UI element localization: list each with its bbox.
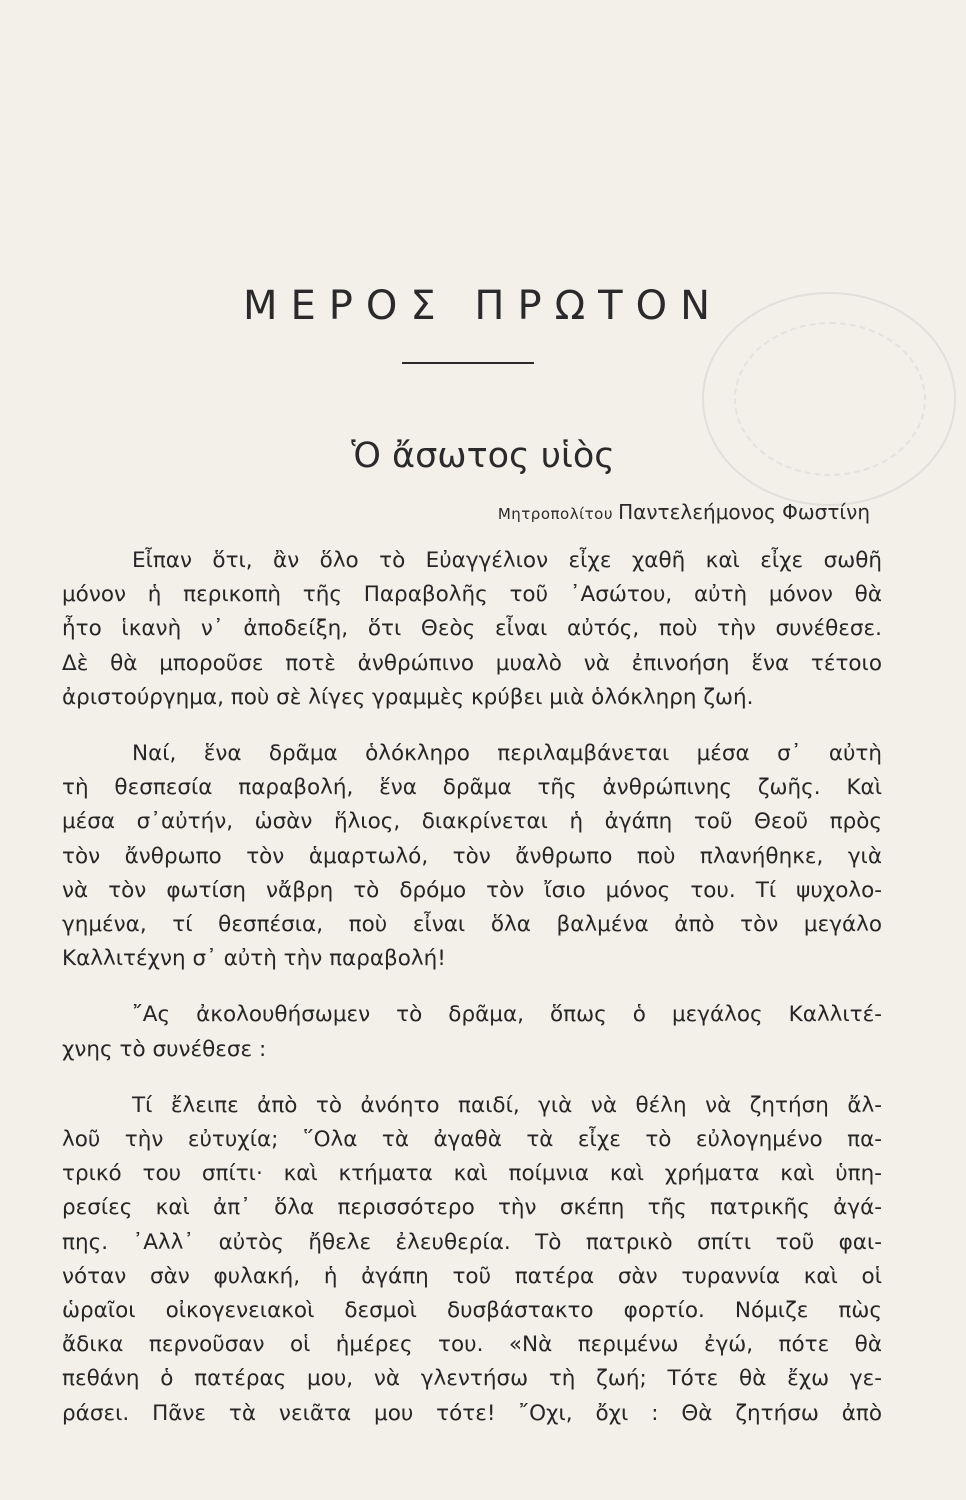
text-line: χνης τὸ συνέθεσε :: [62, 1036, 267, 1062]
text-line: ἄδικα περνοῦσαν οἱ ἡμέρες του. «Νὰ περιμένω ἐγώ, πότε θὰ: [62, 1332, 882, 1358]
text-line: Τί ἔλειπε ἀπὸ τὸ ἀνόητο παιδί, γιὰ νὰ θέλη νὰ ζητήση ἄλ-: [132, 1092, 882, 1118]
text-line: Εἶπαν ὅτι, ἂν ὅλο τὸ Εὐαγγέλιον εἶχε χαθῆ καὶ εἶχε σωθῆ: [132, 548, 882, 573]
part-title: ΜΕΡΟΣ ΠΡΩΤΟΝ: [243, 283, 723, 329]
text-line: ἀριστούργημα, ποὺ σὲ λίγες γραμμὲς κρύβει μιὰ ὁλόκληρη ζωή.: [62, 684, 754, 710]
text-line: ὡραῖοι οἰκογενειακοὶ δεσμοὶ δυσβάστακτο φορτίο. Νόμιζε πὼς: [62, 1298, 882, 1324]
title-divider: [402, 362, 534, 364]
byline-name: Παντελεήμονος Φωστίνη: [618, 500, 870, 524]
text-line: Δὲ θὰ μποροῦσε ποτὲ ἀνθρώπινο μυαλὸ νὰ ἐπινοήση ἕνα τέτοιο: [62, 650, 882, 676]
paragraph: [62, 737, 882, 976]
text-line: λοῦ τὴν εὐτυχία; ῞Ολα τὰ ἀγαθὰ τὰ εἶχε τὸ εὐλογημένο πα-: [62, 1127, 882, 1153]
text-line: τὸν ἄνθρωπο τὸν ἁμαρτωλό, τὸν ἄνθρωπο ποὺ πλανήθηκε, γιὰ: [62, 843, 882, 869]
text-line: τρικό του σπίτι· καὶ κτήματα καὶ ποίμνια καὶ χρήματα καὶ ὑπη-: [62, 1161, 882, 1187]
paragraph: [62, 998, 882, 1066]
paragraph: [62, 544, 882, 715]
chapter-title: Ὁ ἄσωτος υἱὸς: [351, 436, 615, 476]
text-line: πης. ᾿Αλλ᾿ αὐτὸς ἤθελε ἐλευθερία. Τὸ πατρικὸ σπίτι τοῦ φαι-: [62, 1229, 882, 1255]
author-byline: [498, 500, 870, 524]
text-line: γημένα, τί θεσπέσια, ποὺ εἶναι ὅλα βαλμένα ἀπὸ τὸν μεγάλο: [62, 912, 882, 938]
text-line: μόνον ἡ περικοπὴ τῆς Παραβολῆς τοῦ ᾿Ασώτου, αὐτὴ μόνον θὰ: [62, 582, 882, 608]
text-line: ρεσίες καὶ ἀπ᾿ ὅλα περισσότερο τὴν σκέπη τῆς πατρικῆς ἀγά-: [62, 1195, 882, 1221]
text-line: μέσα σ᾿αὐτήν, ὡσὰν ἥλιος, διακρίνεται ἡ ἀγάπη τοῦ Θεοῦ πρὸς: [62, 809, 882, 835]
byline-prefix: Μητροπολίτου: [497, 505, 614, 523]
text-line: ράσει. Πᾶνε τὰ νειᾶτα μου τότε! ῎Οχι, ὄχι : Θὰ ζητήσω ἀπὸ: [62, 1400, 882, 1426]
text-line: νόταν σὰν φυλακή, ἡ ἀγάπη τοῦ πατέρα σὰν τυραννία καὶ οἱ: [62, 1263, 882, 1289]
text-line: νὰ τὸν φωτίση νἄβρη τὸ δρόμο τὸν ἴσιο μόνος του. Τί ψυχολο-: [62, 877, 882, 903]
text-line: Καλλιτέχνη σ᾿ αὐτὴ τὴν παραβολή!: [62, 946, 446, 972]
text-line: Ναί, ἕνα δρᾶμα ὁλόκληρο περιλαμβάνεται μέσα σ᾿ αὐτὴ: [132, 741, 882, 767]
text-line: ῎Ας ἀκολουθήσωμεν τὸ δρᾶμα, ὅπως ὁ μεγάλος Καλλιτέ-: [132, 1002, 882, 1028]
text-line: ἦτο ἱκανὴ ν᾿ ἀποδείξη, ὅτι Θεὸς εἶναι αὐτός, ποὺ τὴν συνέθεσε.: [62, 616, 882, 642]
text-line: τὴ θεσπεσία παραβολή, ἕνα δρᾶμα τῆς ἀνθρώπινης ζωῆς. Καὶ: [62, 775, 882, 801]
paragraph: [62, 1089, 882, 1431]
text-line: πεθάνη ὁ πατέρας μου, νὰ γλεντήσω τὴ ζωή; Τότε θὰ ἔχω γε-: [62, 1366, 882, 1392]
body-text: [62, 544, 882, 1453]
